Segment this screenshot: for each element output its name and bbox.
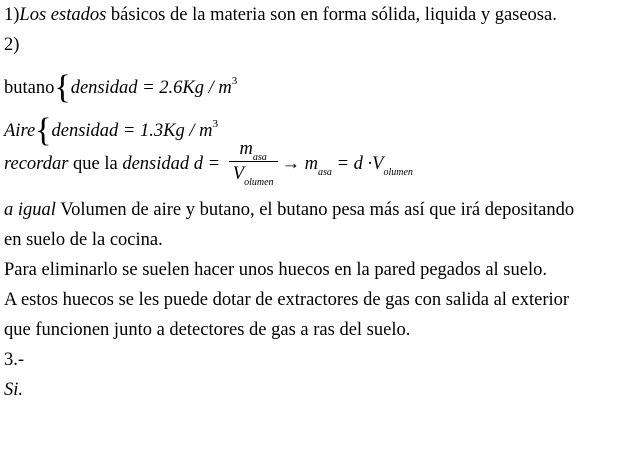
aire-unit: Kg / m <box>163 121 213 141</box>
section-1-text: básicos de la materia son en forma sólida, liquida y gaseosa. <box>106 5 557 25</box>
recordar-word: recordar <box>4 153 69 174</box>
butano-label: butano <box>4 78 55 98</box>
butano-exponent: 3 <box>231 75 238 87</box>
butano-formula-prefix: densidad = 2.6 <box>70 78 183 98</box>
brace-symbol: { <box>54 69 71 106</box>
paragraph-line-1 <box>4 201 574 220</box>
section-2-number: 2) <box>4 35 20 55</box>
rhs-mass: m <box>300 153 319 174</box>
paragraph-italic-lead: a igual <box>4 200 56 220</box>
recordar-formula <box>4 139 413 188</box>
aire-label: Aire <box>4 121 36 141</box>
rhs-equation: = d ·V <box>331 153 384 174</box>
paragraph-line-1-text: Volumen de aire y butano, el butano pesa más así que irá depositando <box>55 200 575 220</box>
paragraph-line-5: que funcionen junto a detectores de gas a ras del suelo. <box>4 320 411 340</box>
section-1-line <box>4 6 557 25</box>
section-3-number: 3.- <box>4 350 25 370</box>
paragraph-line-3: Para eliminarlo se suelen hacer unos huecos en la pared pegados al suelo. <box>4 260 547 280</box>
fraction-denominator: $V_{olumen}$ <box>232 163 274 188</box>
section-1-italic-lead: Los estados <box>19 5 107 25</box>
section-1-number: 1) <box>4 5 20 25</box>
arrow-symbol: → <box>281 153 301 174</box>
butano-unit: Kg / m <box>182 78 232 98</box>
recordar-mid: que la <box>68 153 123 174</box>
paragraph-line-4: A estos huecos se les puede dotar de extractores de gas con salida al exterior <box>4 290 570 310</box>
butano-formula <box>4 66 238 106</box>
fraction-numerator: $m_{asa}$ <box>229 140 278 162</box>
aire-formula-prefix: densidad = 1.3 <box>51 121 164 141</box>
brace-symbol: { <box>35 112 52 149</box>
paragraph-line-2: en suelo de la cocina. <box>4 230 163 250</box>
d-equals: d = <box>189 153 225 174</box>
density-fraction <box>229 139 278 188</box>
aire-exponent: 3 <box>212 118 219 130</box>
densidad-word: densidad <box>122 153 190 174</box>
rhs-mass-sub: asa <box>318 166 332 178</box>
aire-formula <box>4 109 219 149</box>
section-3-answer: Si. <box>4 380 24 400</box>
rhs-volume-sub: olumen <box>383 166 413 178</box>
